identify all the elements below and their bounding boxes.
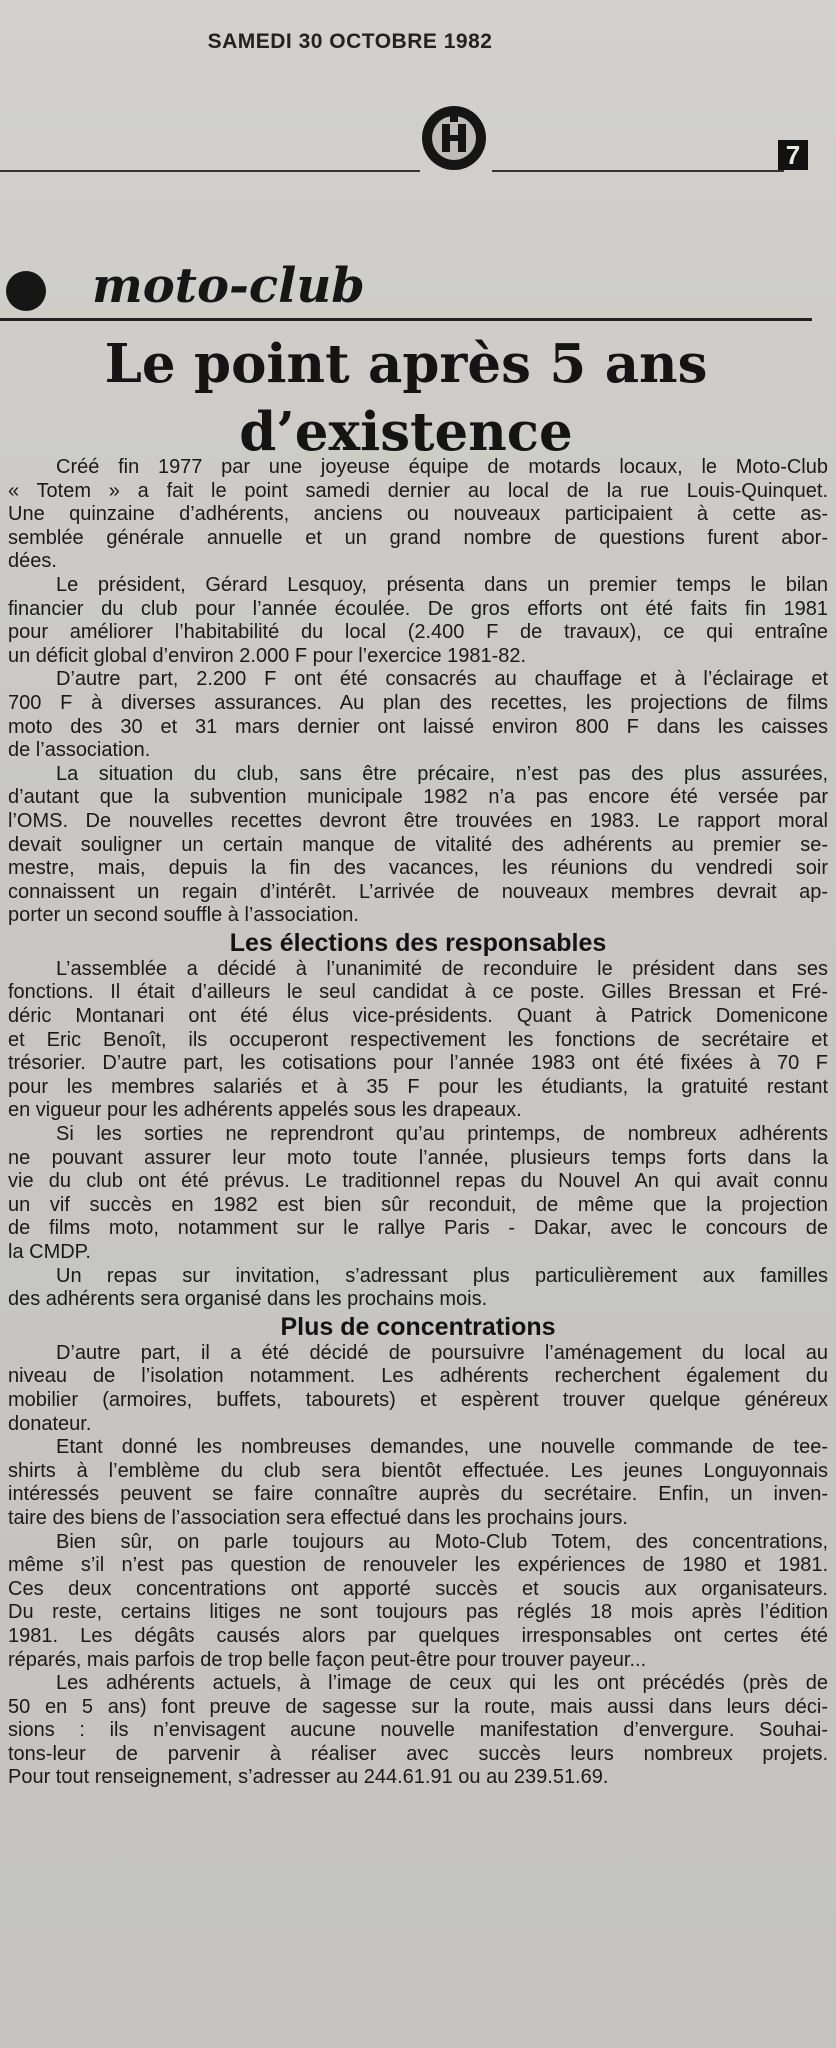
article-line: Etant donné les nombreuses demandes, une nouvelle commande de tee- [56,1436,828,1459]
article-line: D’autre part, il a été décidé de poursuivre l’aménagement du local au [56,1341,828,1364]
article-line: financier du club pour l’année écoulée. De gros efforts ont été faits fin 1981 [8,597,828,620]
subhead-concentrations: Plus de concentrations [280,1312,556,1341]
article-line: l’OMS. De nouvelles recettes devront être trouvées en 1983. Le rapport moral [8,809,828,832]
headline-line-1: Le point après 5 ans [104,333,708,395]
article-line: connaissent un regain d’intérêt. L’arrivée de nouveaux membres devrait ap- [8,880,828,903]
article-line: 700 F à diverses assurances. Au plan des recettes, les projections de films [8,691,828,714]
article-line: Créé fin 1977 par une joyeuse équipe de motards locaux, le Moto-Club [56,456,828,478]
article-line: en vigueur pour les adhérents appelés sous les drapeaux. [8,1099,522,1122]
headline-line-2: d’existence [239,401,573,463]
article-line: pour les membres salariés et à 35 F pour les étudiants, la gratuité restant [8,1075,828,1098]
article-line: Pour tout renseignement, s’adresser au 244.61.91 ou au 239.51.69. [8,1766,609,1789]
article-line: Bien sûr, on parle toujours au Moto-Club Totem, des concentrations, [56,1530,828,1553]
article-line: Un repas sur invitation, s’adressant plus particulièrement aux familles [56,1264,828,1287]
article-line: un vif succès en 1982 est bien sûr reconduit, de même que la projection [8,1193,828,1216]
article-line: Les adhérents actuels, à l’image de ceux qui les ont précédés (près de [56,1672,828,1695]
article-line: trésorier. D’autre part, les cotisations pour l’année 1983 ont été fixées à 70 F [8,1052,828,1075]
article-line: taire des biens de l’association sera effectué dans les prochains jours. [8,1506,628,1529]
newspaper-emblem-icon [420,104,488,172]
article-line: de films moto, notamment sur le rallye Paris - Dakar, avec le concours de [8,1217,828,1240]
article-line: Si les sorties ne reprendront qu’au printemps, de nombreux adhérents [56,1123,828,1146]
article-line: mobilier (armoires, buffets, tabourets) et espèrent trouver quelque généreux [8,1388,828,1411]
article-line: un déficit global d’environ 2.000 F pour l’exercice 1981-82. [8,644,527,667]
section-title: moto-club [92,258,365,314]
article-line: shirts à l’emblème du club sera bientôt effectuée. Les jeunes Longuyonnais [8,1459,828,1482]
article-line: semblée générale annuelle et un grand nombre de questions furent abor- [8,526,828,549]
issue-date: SAMEDI 30 OCTOBRE 1982 [207,30,493,53]
article-line: et Eric Benoît, ils occuperont respectivement les fonctions de secrétaire et [8,1028,828,1051]
article-line: de l’association. [8,739,151,762]
article-line: mestre, mais, depuis la fin des vacances, les réunions du vendredi soir [8,857,828,880]
subhead-elections: Les élections des responsables [229,928,607,957]
article-line: porter un second souffle à l’association. [8,904,359,927]
article-line: sions : ils n’envisagent aucune nouvelle manifestation d’envergure. Souhai- [8,1719,828,1742]
article-line: tons-leur de parvenir à réaliser avec succès leurs nombreux projets. [8,1742,828,1765]
article-line: 1981. Les dégâts causés alors par quelques irresponsables ont certes été [8,1624,828,1647]
article-line: intéressés peuvent se faire connaître auprès du secrétaire. Enfin, un inven- [8,1483,828,1506]
article-line: 50 en 5 ans) font preuve de sagesse sur la route, mais aussi dans leurs déci- [8,1695,828,1718]
article-line: d’autant que la subvention municipale 1982 n’a pas encore été versée par [8,786,828,809]
article-line: Le président, Gérard Lesquoy, présenta dans un premier temps le bilan [56,573,828,596]
article-line: devait souligner un certain manque de vitalité des adhérents au premier se- [8,833,828,856]
header-rule-left [0,170,420,172]
article-line: fonctions. Il était d’ailleurs le seul candidat à ce poste. Gilles Bressan et Fré- [8,981,828,1004]
section-rule [0,318,812,321]
article-headline [0,330,812,466]
article-line: L’assemblée a décidé à l’unanimité de reconduire le président dans ses [56,957,828,980]
article-line: même s’il n’est pas question de renouveler les expériences de 1980 et 1981. [8,1554,828,1577]
article-line: Ces deux concentrations ont apporté succès et soucis aux organisateurs. [8,1577,828,1600]
article-line: D’autre part, 2.200 F ont été consacrés au chauffage et à l’éclairage et [56,668,828,691]
article-line: Une quinzaine d’adhérents, anciens ou nouveaux participaient à cette as- [8,503,828,526]
article-line: donateur. [8,1412,92,1435]
article-line: Du reste, certains litiges ne sont toujours pas réglés 18 mois après l’édition [8,1601,828,1624]
article-line: vie du club ont été prévus. Le traditionnel repas du Nouvel An qui avait connu [8,1170,828,1193]
article-line: ne pouvant assurer leur moto toute l’année, plusieurs temps forts dans la [8,1146,828,1169]
article-line: « Totem » a fait le point samedi dernier au local de la rue Louis-Quinquet. [8,479,828,502]
article-line: déric Montanari ont été élus vice-présidents. Quant à Patrick Domenicone [8,1005,828,1028]
article-line: des adhérents sera organisé dans les prochains mois. [8,1288,488,1311]
page-number: 7 [778,140,808,170]
article-line: réparés, mais parfois de trop belle façon peut-être pour trouver payeur... [8,1648,647,1671]
article-body [8,456,828,1790]
article-line: niveau de l’isolation notamment. Les adhérents recherchent également du [8,1365,828,1388]
header-rule-right [492,170,784,172]
article-line: La situation du club, sans être précaire, n’est pas des plus assurées, [56,762,828,785]
section-bullet-icon [6,271,46,311]
article-line: dées. [8,550,57,573]
article-line: moto des 30 et 31 mars dernier ont laissé environ 800 F dans les caisses [8,715,828,738]
article-line: pour améliorer l’habitabilité du local (2.400 F de travaux), ce qui entraîne [8,621,828,644]
article-line: la CMDP. [8,1241,91,1263]
